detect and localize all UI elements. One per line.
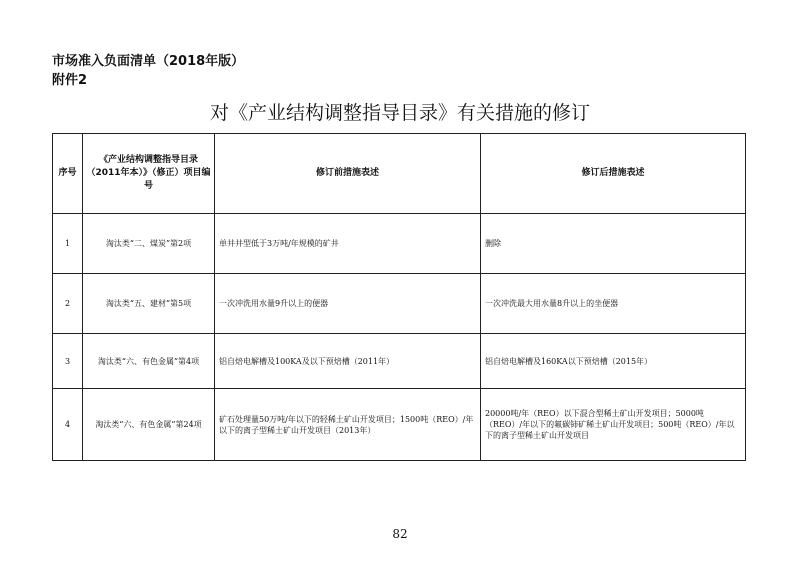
row-no: 2 [53, 274, 83, 334]
attachment-label: 附件2 [52, 73, 88, 88]
row-after: 删除 [481, 214, 746, 274]
table-row [53, 334, 746, 389]
row-before: 矿石处理量50万吨/年以下的轻稀土矿山开发项目；1500吨（REO）/年以下的离子型稀土矿山开发项目（2013年） [215, 389, 481, 461]
row-before: 铝自焙电解槽及100KA及以下预焙槽（2011年） [215, 334, 481, 389]
row-item: 淘汰类“二、煤炭”第2项 [83, 214, 215, 274]
row-before: 一次冲洗用水量9升以上的便器 [215, 274, 481, 334]
column-header-item-number: 《产业结构调整指导目录（2011年本）》（修正）项目编号 [83, 134, 215, 214]
table-row [53, 274, 746, 334]
table-header-row [53, 134, 746, 214]
column-header-no: 序号 [53, 134, 83, 214]
revision-table [52, 133, 746, 461]
page-number: 82 [392, 527, 408, 541]
column-header-after: 修订后措施表述 [481, 134, 746, 214]
row-item: 淘汰类“六、有色金属”第4项 [83, 334, 215, 389]
row-after: 20000吨/年（REO）以下混合型稀土矿山开发项目；5000吨（REO）/年以下的氟碳铈矿稀土矿山开发项目；500吨（REO）/年以下的离子型稀土矿山开发项目 [481, 389, 746, 461]
row-item: 淘汰类“五、建材”第5项 [83, 274, 215, 334]
row-no: 4 [53, 389, 83, 461]
row-after: 铝自焙电解槽及160KA以下预焙槽（2015年） [481, 334, 746, 389]
document-header-title: 市场准入负面清单（2018年版） [52, 54, 245, 69]
row-before: 单井井型低于3万吨/年规模的矿井 [215, 214, 481, 274]
row-item: 淘汰类“六、有色金属”第24项 [83, 389, 215, 461]
table-row [53, 389, 746, 461]
row-no: 1 [53, 214, 83, 274]
row-after: 一次冲洗最大用水量8升以上的坐便器 [481, 274, 746, 334]
row-no: 3 [53, 334, 83, 389]
column-header-before: 修订前措施表述 [215, 134, 481, 214]
page-title: 对《产业结构调整指导目录》有关措施的修订 [209, 102, 590, 124]
table-row [53, 214, 746, 274]
